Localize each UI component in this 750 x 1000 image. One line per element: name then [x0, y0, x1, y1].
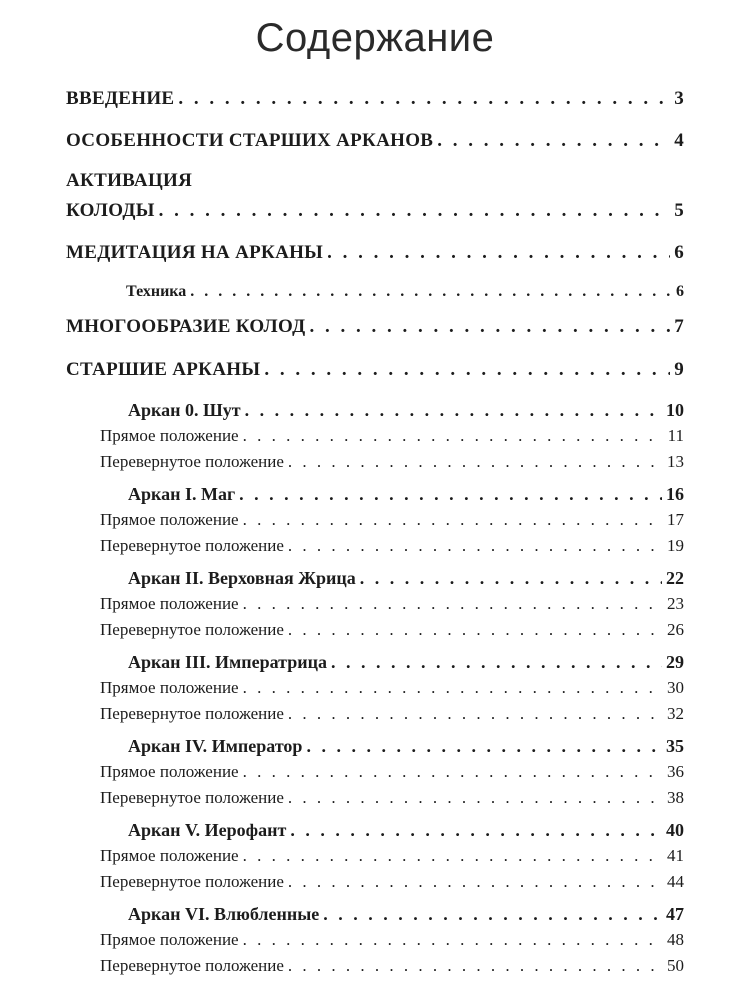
toc-entry-label: ОСОБЕННОСТИ СТАРШИХ АРКАНОВ	[66, 130, 434, 151]
toc-page-number: 38	[667, 788, 684, 807]
toc-entry-meditation[interactable]	[66, 242, 684, 264]
dot-leader	[309, 316, 670, 338]
toc-page-number: 4	[674, 130, 684, 151]
toc-entry-label: СТАРШИЕ АРКАНЫ	[66, 359, 261, 380]
toc-entry-upright[interactable]	[100, 510, 684, 530]
dot-leader	[323, 904, 662, 925]
toc-entry-label: Аркан V. Иерофант	[128, 820, 287, 840]
toc-entry-label: МНОГООБРАЗИЕ КОЛОД	[66, 316, 306, 337]
toc-entry-label-line1: АКТИВАЦИЯ	[66, 170, 193, 191]
toc-entry-arcanum[interactable]	[128, 904, 684, 925]
dot-leader	[264, 359, 670, 381]
toc-page-number: 13	[667, 452, 684, 471]
toc-page-number: 47	[666, 904, 684, 924]
toc-page-number: 10	[666, 400, 684, 420]
toc-entry-arcanum[interactable]	[128, 652, 684, 673]
dot-leader	[243, 762, 663, 782]
dot-leader	[288, 536, 663, 556]
toc-entry-upright[interactable]	[100, 426, 684, 446]
toc-entry-label: Аркан IV. Император	[128, 736, 303, 756]
toc-entry-label: Перевернутое положение	[100, 620, 284, 639]
toc-entry-arcanum[interactable]	[128, 484, 684, 505]
dot-leader	[360, 568, 662, 589]
toc-page-number: 19	[667, 536, 684, 555]
toc-entry-label: Перевернутое положение	[100, 452, 284, 471]
toc-page-number: 6	[676, 283, 684, 300]
toc-entry-features[interactable]	[66, 130, 684, 152]
dot-leader	[243, 846, 663, 866]
toc-entry-arcanum[interactable]	[128, 400, 684, 421]
dot-leader	[288, 956, 663, 976]
dot-leader	[245, 400, 662, 421]
dot-leader	[288, 872, 663, 892]
toc-entry-upright[interactable]	[100, 678, 684, 698]
toc-entry-label: Аркан I. Маг	[128, 484, 236, 504]
toc-entry-reversed[interactable]	[100, 452, 684, 472]
toc-page-number: 40	[666, 820, 684, 840]
toc-entry-label: Аркан III. Императрица	[128, 652, 327, 672]
toc-page-number: 50	[667, 956, 684, 975]
toc-page-number: 9	[674, 359, 684, 380]
toc-entry-label: Перевернутое положение	[100, 956, 284, 975]
toc-entry-reversed[interactable]	[100, 788, 684, 808]
toc-page-number: 36	[667, 762, 684, 781]
page-title: Содержание	[255, 16, 495, 60]
toc-page-number: 17	[667, 510, 684, 529]
dot-leader	[190, 283, 672, 301]
toc-entry-reversed[interactable]	[100, 620, 684, 640]
toc-entry-label: Прямое положение	[100, 846, 239, 865]
toc-page-number: 7	[674, 316, 684, 337]
toc-entry-activation[interactable]	[66, 200, 684, 222]
toc-entry-arcanum[interactable]	[128, 820, 684, 841]
toc-page-number: 30	[667, 678, 684, 697]
toc-entry-reversed[interactable]	[100, 536, 684, 556]
toc-entry-label: Техника	[126, 283, 187, 300]
toc-page-number: 35	[666, 736, 684, 756]
toc-page-number: 23	[667, 594, 684, 613]
dot-leader	[159, 200, 671, 222]
dot-leader	[243, 678, 663, 698]
toc-entry-variety[interactable]	[66, 316, 684, 338]
toc-entry-arcanum[interactable]	[128, 568, 684, 589]
toc-entry-arcanum[interactable]	[128, 736, 684, 757]
toc-page-number: 3	[674, 88, 684, 109]
dot-leader	[288, 452, 663, 472]
toc-entry-upright[interactable]	[100, 846, 684, 866]
toc-entry-label: Аркан 0. Шут	[128, 400, 241, 420]
toc-page-number: 44	[667, 872, 684, 891]
dot-leader	[239, 484, 662, 505]
toc-entry-label: Прямое положение	[100, 930, 239, 949]
toc-entry-major-arcana[interactable]	[66, 359, 684, 381]
toc-entry-label: Перевернутое положение	[100, 704, 284, 723]
toc-page-number: 11	[667, 426, 684, 445]
dot-leader	[178, 88, 670, 110]
dot-leader	[243, 510, 663, 530]
toc-page-number: 26	[667, 620, 684, 639]
toc-page-number: 41	[667, 846, 684, 865]
toc-page-number: 32	[667, 704, 684, 723]
toc-entry-label: МЕДИТАЦИЯ НА АРКАНЫ	[66, 242, 324, 263]
dot-leader	[243, 930, 663, 950]
dot-leader	[243, 426, 664, 446]
toc-page-number: 48	[667, 930, 684, 949]
toc-entry-label: Прямое положение	[100, 762, 239, 781]
toc-entry-technique[interactable]	[126, 283, 684, 301]
toc-entry-reversed[interactable]	[100, 956, 684, 976]
toc-entry-label: Прямое положение	[100, 426, 239, 445]
toc-entry-label: Прямое положение	[100, 510, 239, 529]
dot-leader	[437, 130, 670, 152]
toc-entry-label: Прямое положение	[100, 678, 239, 697]
toc-entry-label: ВВЕДЕНИЕ	[66, 88, 175, 109]
toc-entry-reversed[interactable]	[100, 872, 684, 892]
dot-leader	[331, 652, 662, 673]
toc-page-number: 22	[666, 568, 684, 588]
dot-leader	[243, 594, 663, 614]
toc-page-number: 29	[666, 652, 684, 672]
dot-leader	[327, 242, 670, 264]
toc-page-number: 5	[674, 200, 684, 221]
dot-leader	[288, 788, 663, 808]
toc-entry-label: Перевернутое положение	[100, 872, 284, 891]
toc-entry-intro[interactable]	[66, 88, 684, 110]
toc-entry-label: Перевернутое положение	[100, 788, 284, 807]
toc-entry-upright[interactable]	[100, 930, 684, 950]
toc-entry-upright[interactable]	[100, 762, 684, 782]
dot-leader	[306, 736, 662, 757]
toc-entry-label: Аркан VI. Влюбленные	[128, 904, 320, 924]
toc-page-number: 16	[666, 484, 684, 504]
dot-leader	[288, 704, 663, 724]
toc-entry-label: Прямое положение	[100, 594, 239, 613]
dot-leader	[290, 820, 662, 841]
dot-leader	[288, 620, 663, 640]
toc-entry-label: Перевернутое положение	[100, 536, 284, 555]
toc-entry-upright[interactable]	[100, 594, 684, 614]
toc-entry-label-line2: КОЛОДЫ	[66, 200, 155, 221]
toc-page-number: 6	[674, 242, 684, 263]
toc-entry-reversed[interactable]	[100, 704, 684, 724]
toc-entry-label: Аркан II. Верховная Жрица	[128, 568, 356, 588]
